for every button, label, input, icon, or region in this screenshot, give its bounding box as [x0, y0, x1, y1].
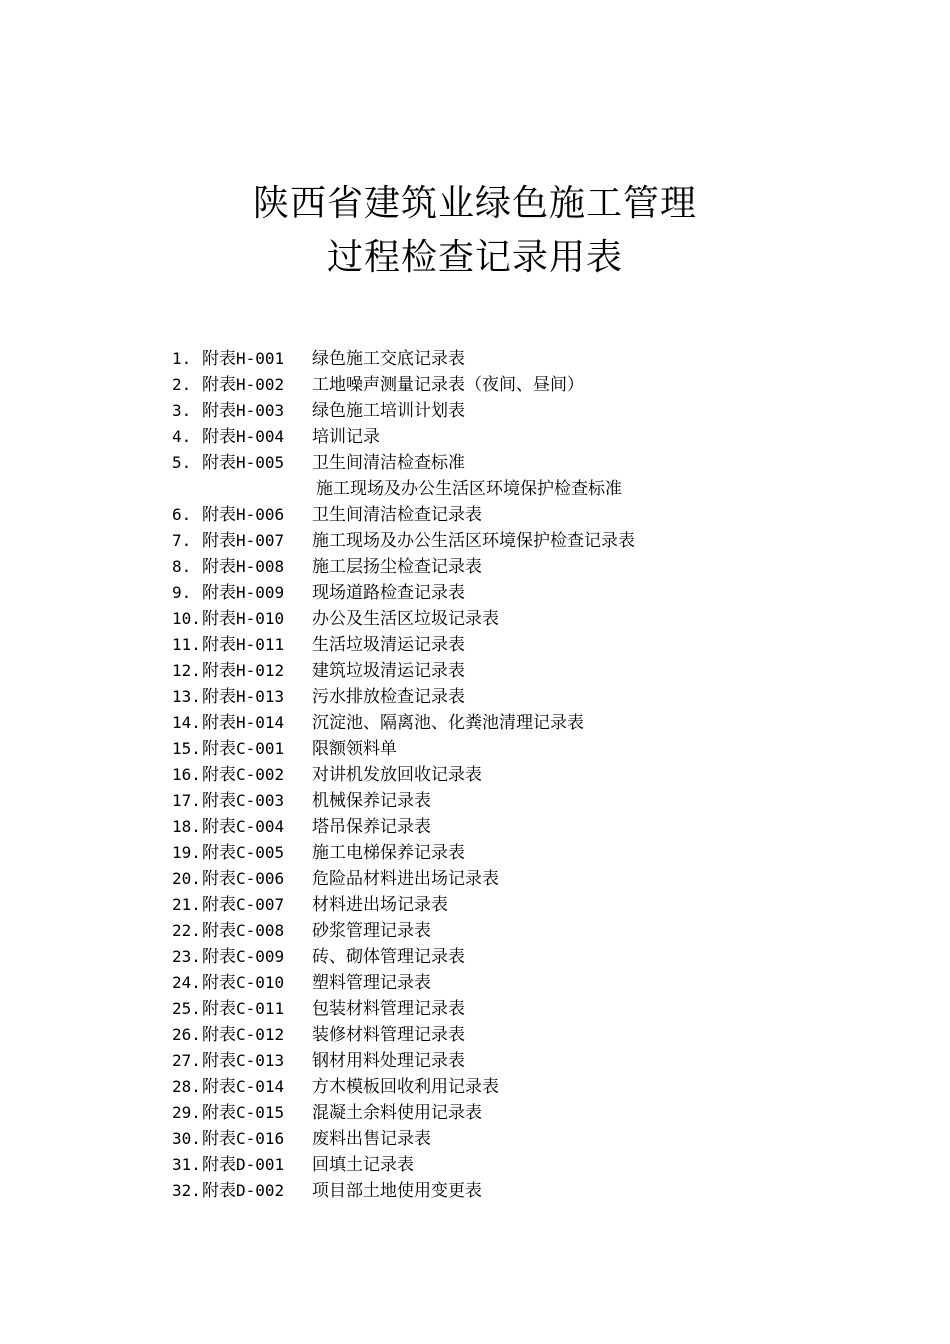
item-name: 危险品材料进出场记录表	[312, 869, 499, 889]
item-code	[202, 944, 312, 970]
item-code-id: D-002	[236, 1181, 285, 1200]
item-code	[202, 736, 312, 762]
item-number: 28.	[172, 1077, 201, 1096]
item-name: 塑料管理记录表	[312, 973, 431, 993]
list-item	[172, 892, 892, 918]
list-item	[172, 580, 892, 606]
item-code-id: H-005	[236, 453, 285, 472]
list-item	[172, 684, 892, 710]
page-title-line-1: 陕西省建筑业绿色施工管理	[252, 183, 697, 224]
item-code	[202, 788, 312, 814]
item-code-id: C-005	[236, 843, 285, 862]
list-item	[172, 1178, 892, 1204]
list-item	[172, 1074, 892, 1100]
item-number: 10.	[172, 609, 201, 628]
item-code-prefix: 附表	[202, 609, 236, 629]
item-number: 9.	[172, 583, 192, 602]
item-code-id: H-008	[236, 557, 285, 576]
list-item	[172, 398, 892, 424]
page-title-line-2: 过程检查记录用表	[326, 237, 623, 278]
item-name: 卫生间清洁检查标准	[312, 453, 465, 473]
item-name: 施工电梯保养记录表	[312, 843, 465, 863]
item-code	[202, 996, 312, 1022]
list-item	[172, 710, 892, 736]
item-code-prefix: 附表	[202, 505, 236, 525]
list-item	[172, 840, 892, 866]
item-name: 砂浆管理记录表	[312, 921, 431, 941]
item-code-id: C-014	[236, 1077, 285, 1096]
list-item	[172, 762, 892, 788]
item-code	[202, 1022, 312, 1048]
item-code	[202, 658, 312, 684]
item-code-prefix: 附表	[202, 1051, 236, 1071]
item-number: 25.	[172, 999, 201, 1018]
item-name: 砖、砌体管理记录表	[312, 947, 465, 967]
list-item	[172, 814, 892, 840]
item-name: 卫生间清洁检查记录表	[312, 505, 482, 525]
item-code-id: H-004	[236, 427, 285, 446]
list-item	[172, 658, 892, 684]
item-number: 23.	[172, 947, 201, 966]
item-code-id: H-013	[236, 687, 285, 706]
item-name: 项目部土地使用变更表	[312, 1181, 482, 1201]
item-number: 32.	[172, 1181, 201, 1200]
item-code	[202, 424, 312, 450]
item-number: 1.	[172, 349, 192, 368]
item-code-prefix: 附表	[202, 583, 236, 603]
item-code	[202, 684, 312, 710]
item-code-id: C-003	[236, 791, 285, 810]
item-number: 24.	[172, 973, 201, 992]
item-code	[202, 918, 312, 944]
item-number: 26.	[172, 1025, 201, 1044]
item-name: 生活垃圾清运记录表	[312, 635, 465, 655]
item-code-id: C-016	[236, 1129, 285, 1148]
item-code-prefix: 附表	[202, 349, 236, 369]
item-number: 20.	[172, 869, 201, 888]
item-name: 机械保养记录表	[312, 791, 431, 811]
item-number: 19.	[172, 843, 201, 862]
list-item	[172, 944, 892, 970]
item-name: 限额领料单	[312, 739, 397, 759]
item-name: 绿色施工培训计划表	[312, 401, 465, 421]
item-code	[202, 1100, 312, 1126]
list-item	[172, 346, 892, 372]
item-code-prefix: 附表	[202, 739, 236, 759]
item-code	[202, 398, 312, 424]
list-item	[172, 866, 892, 892]
item-code	[202, 476, 312, 502]
item-code-id: C-008	[236, 921, 285, 940]
item-code-prefix: 附表	[202, 531, 236, 551]
item-code	[202, 1048, 312, 1074]
item-name: 材料进出场记录表	[312, 895, 448, 915]
item-code-prefix: 附表	[202, 947, 236, 967]
item-code-prefix: 附表	[202, 453, 236, 473]
item-code	[202, 528, 312, 554]
item-name: 装修材料管理记录表	[312, 1025, 465, 1045]
item-code	[202, 1126, 312, 1152]
item-code	[202, 762, 312, 788]
item-number: 30.	[172, 1129, 201, 1148]
item-code-id: C-009	[236, 947, 285, 966]
item-name: 办公及生活区垃圾记录表	[312, 609, 499, 629]
list-item	[172, 632, 892, 658]
item-name: 施工现场及办公生活区环境保护检查标准	[316, 479, 622, 499]
item-code-id: H-014	[236, 713, 285, 732]
item-name: 培训记录	[312, 427, 380, 447]
item-code	[202, 970, 312, 996]
item-code-id: C-007	[236, 895, 285, 914]
item-code-prefix: 附表	[202, 401, 236, 421]
item-code-id: C-006	[236, 869, 285, 888]
list-item	[172, 606, 892, 632]
item-name: 废料出售记录表	[312, 1129, 431, 1149]
item-name: 方木模板回收利用记录表	[312, 1077, 499, 1097]
item-number: 21.	[172, 895, 201, 914]
item-code-id: H-006	[236, 505, 285, 524]
item-code-prefix: 附表	[202, 765, 236, 785]
item-code	[202, 1074, 312, 1100]
item-number: 27.	[172, 1051, 201, 1070]
item-number: 5.	[172, 453, 192, 472]
item-number: 29.	[172, 1103, 201, 1122]
form-index-list	[172, 346, 892, 1204]
item-code-prefix: 附表	[202, 1077, 236, 1097]
item-code-prefix: 附表	[202, 1181, 236, 1201]
item-code-id: H-009	[236, 583, 285, 602]
item-name: 施工层扬尘检查记录表	[312, 557, 482, 577]
item-code-prefix: 附表	[202, 843, 236, 863]
item-code	[202, 346, 312, 372]
item-number: 18.	[172, 817, 201, 836]
item-number: 11.	[172, 635, 201, 654]
item-number	[172, 476, 202, 502]
item-name: 沉淀池、隔离池、化粪池清理记录表	[312, 713, 584, 733]
item-number: 7.	[172, 531, 192, 550]
item-name: 钢材用料处理记录表	[312, 1051, 465, 1071]
item-code-prefix: 附表	[202, 817, 236, 837]
item-number: 17.	[172, 791, 201, 810]
item-number: 14.	[172, 713, 201, 732]
item-number: 31.	[172, 1155, 201, 1174]
list-item	[172, 450, 892, 476]
item-code-prefix: 附表	[202, 895, 236, 915]
item-code	[202, 502, 312, 528]
item-number: 22.	[172, 921, 201, 940]
list-item	[172, 1048, 892, 1074]
item-code-id: C-001	[236, 739, 285, 758]
item-code-prefix: 附表	[202, 1103, 236, 1123]
item-code-prefix: 附表	[202, 661, 236, 681]
list-item	[172, 970, 892, 996]
item-name: 对讲机发放回收记录表	[312, 765, 482, 785]
list-item	[172, 1022, 892, 1048]
item-code-id: C-012	[236, 1025, 285, 1044]
item-code	[202, 554, 312, 580]
item-number: 12.	[172, 661, 201, 680]
item-name: 绿色施工交底记录表	[312, 349, 465, 369]
item-name: 现场道路检查记录表	[312, 583, 465, 603]
item-code-prefix: 附表	[202, 557, 236, 577]
item-code-id: D-001	[236, 1155, 285, 1174]
item-code	[202, 372, 312, 398]
item-code	[202, 1178, 312, 1204]
list-item	[172, 996, 892, 1022]
item-code-id: H-010	[236, 609, 285, 628]
item-number: 15.	[172, 739, 201, 758]
item-code-id: H-007	[236, 531, 285, 550]
list-item	[172, 918, 892, 944]
item-code-id: C-013	[236, 1051, 285, 1070]
item-code-prefix: 附表	[202, 1025, 236, 1045]
item-number: 8.	[172, 557, 192, 576]
item-number: 2.	[172, 375, 192, 394]
item-code-id: H-011	[236, 635, 285, 654]
item-code	[202, 632, 312, 658]
item-code	[202, 840, 312, 866]
item-name: 施工现场及办公生活区环境保护检查记录表	[312, 531, 635, 551]
item-code-id: C-015	[236, 1103, 285, 1122]
item-code-prefix: 附表	[202, 427, 236, 447]
list-item	[172, 372, 892, 398]
list-item	[172, 554, 892, 580]
item-code-prefix: 附表	[202, 1155, 236, 1175]
item-code-prefix: 附表	[202, 791, 236, 811]
item-code-prefix: 附表	[202, 375, 236, 395]
item-number: 13.	[172, 687, 201, 706]
list-item	[172, 476, 892, 502]
item-number: 4.	[172, 427, 192, 446]
item-code-prefix: 附表	[202, 687, 236, 707]
item-code-prefix: 附表	[202, 999, 236, 1019]
list-item	[172, 788, 892, 814]
item-code-prefix: 附表	[202, 713, 236, 733]
item-number: 6.	[172, 505, 192, 524]
list-item	[172, 424, 892, 450]
list-item	[172, 736, 892, 762]
item-name: 回填土记录表	[312, 1155, 414, 1175]
item-code-id: C-004	[236, 817, 285, 836]
list-item	[172, 1126, 892, 1152]
list-item	[172, 1152, 892, 1178]
item-name: 混凝土余料使用记录表	[312, 1103, 482, 1123]
item-number: 3.	[172, 401, 192, 420]
item-code-prefix: 附表	[202, 921, 236, 941]
list-item	[172, 502, 892, 528]
item-code	[202, 580, 312, 606]
item-code-prefix: 附表	[202, 635, 236, 655]
item-code-id: H-012	[236, 661, 285, 680]
item-code-prefix: 附表	[202, 973, 236, 993]
list-item	[172, 528, 892, 554]
item-code	[202, 606, 312, 632]
item-code	[202, 1152, 312, 1178]
item-code-prefix: 附表	[202, 1129, 236, 1149]
item-code-id: C-010	[236, 973, 285, 992]
list-item	[172, 1100, 892, 1126]
item-name: 污水排放检查记录表	[312, 687, 465, 707]
item-name: 包装材料管理记录表	[312, 999, 465, 1019]
item-code	[202, 866, 312, 892]
item-code-id: H-003	[236, 401, 285, 420]
item-number: 16.	[172, 765, 201, 784]
item-name: 塔吊保养记录表	[312, 817, 431, 837]
item-code	[202, 710, 312, 736]
item-code-id: C-011	[236, 999, 285, 1018]
item-name: 工地噪声测量记录表（夜间、昼间）	[312, 375, 584, 395]
item-code-id: H-002	[236, 375, 285, 394]
item-code-prefix: 附表	[202, 869, 236, 889]
item-code	[202, 892, 312, 918]
item-code-id: H-001	[236, 349, 285, 368]
item-code	[202, 814, 312, 840]
item-code-id: C-002	[236, 765, 285, 784]
item-name: 建筑垃圾清运记录表	[312, 661, 465, 681]
item-code	[202, 450, 312, 476]
